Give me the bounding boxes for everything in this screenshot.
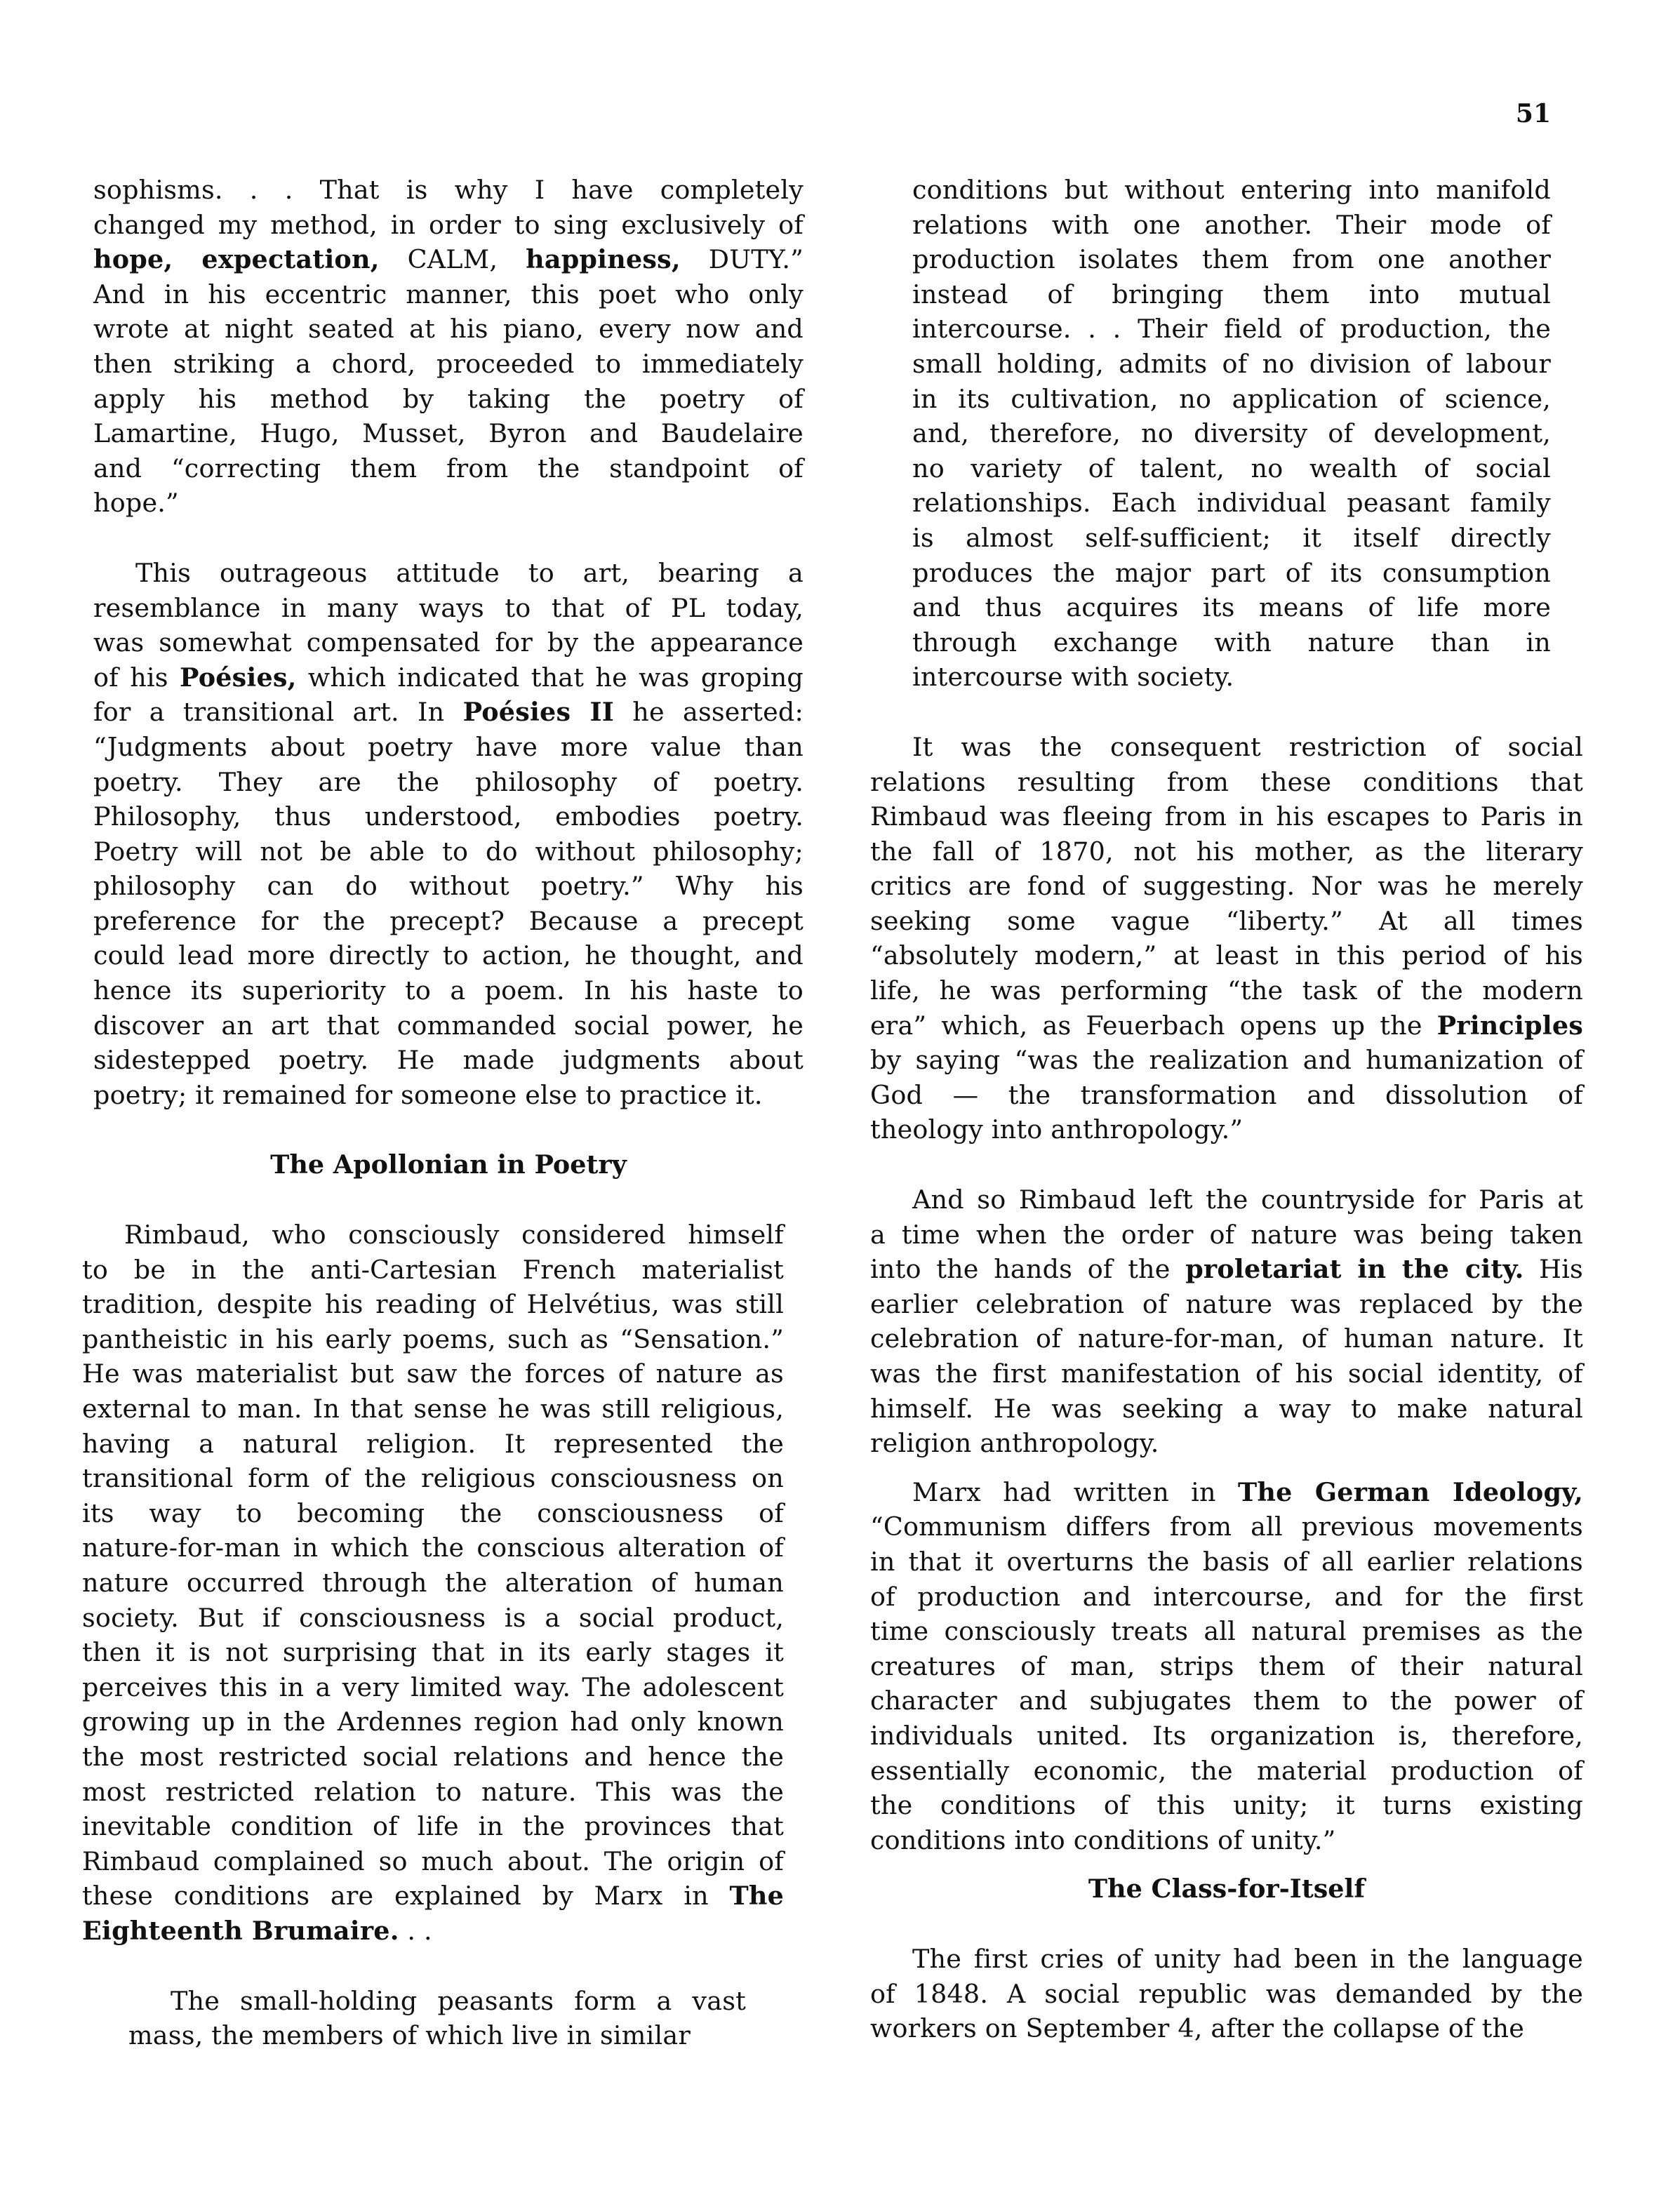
text-line: and “correcting them from the standpoint of [93, 453, 804, 483]
text-line: small holding, admits of no division of labour [912, 348, 1551, 379]
text-line: conditions but without entering into manifold [912, 175, 1551, 205]
text-line: critics are fond of suggesting. Nor was he merely [870, 871, 1583, 902]
text-line: then striking a chord, proceeded to immediately [93, 348, 804, 379]
page-number: 51 [1515, 99, 1551, 128]
paragraph-gap [870, 1461, 1583, 1475]
text-line: God — the transformation and dissolution of [870, 1079, 1583, 1110]
text-line: It was the consequent restriction of social [912, 731, 1583, 762]
text-line: Lamartine, Hugo, Musset, Byron and Baudelaire [93, 418, 804, 449]
text-line: the conditions of this unity; it turns existing [870, 1790, 1583, 1821]
text-line: the most restricted social relations and hence the [82, 1741, 784, 1772]
text-line: pantheistic in his early poems, such as “Sensation.” [82, 1323, 784, 1354]
text-line: character and subjugates them to the power of [870, 1686, 1583, 1716]
text-line: of his Poésies, which indicated that he was groping [93, 662, 804, 693]
text-line: in that it overturns the basis of all earlier relations [870, 1546, 1583, 1577]
text-line: inevitable condition of life in the provinces that [82, 1811, 784, 1842]
text-line: life, he was performing “the task of the modern [870, 975, 1583, 1006]
text-line: wrote at night seated at his piano, every now and [93, 314, 804, 345]
text-line: individuals united. Its organization is, therefore, [870, 1720, 1583, 1751]
text-line: conditions into conditions of unity.” [870, 1824, 1336, 1855]
text-line: himself. He was seeking a way to make natural [870, 1393, 1583, 1424]
text-line: and, therefore, no diversity of development, [912, 418, 1551, 449]
paragraph-gap [870, 1147, 1583, 1182]
text-line: creatures of man, strips them of their natural [870, 1650, 1583, 1681]
text-line: changed my method, in order to sing exclusively of [93, 209, 804, 240]
paragraph [870, 1475, 1583, 1858]
text-line: poetry; it remained for someone else to practice it. [93, 1079, 763, 1110]
text-line: and thus acquires its means of life more [912, 592, 1551, 623]
paragraph-gap [870, 1857, 1583, 1871]
text-line: was the first manifestation of his social identity, of [870, 1359, 1583, 1389]
text-line: “Judgments about poetry have more value than [93, 731, 804, 762]
text-line: This outrageous attitude to art, bearing a [135, 557, 804, 588]
paragraph-gap [93, 1182, 804, 1217]
text-line: intercourse. . . Their field of production, the [912, 314, 1551, 345]
text-line: having a natural religion. It represented the [82, 1428, 784, 1459]
text-line: most restricted relation to nature. This was the [82, 1776, 784, 1807]
paragraph [93, 556, 804, 1113]
right-column [870, 173, 1583, 2046]
text-line: intercourse with society. [912, 662, 1234, 693]
text-line: theology into anthropology.” [870, 1114, 1244, 1145]
text-line: resemblance in many ways to that of PL today, [93, 592, 804, 623]
section-heading: The Apollonian in Poetry [270, 1149, 627, 1180]
text-line: of 1848. A social republic was demanded by the [870, 1978, 1583, 2009]
text-line: its way to becoming the consciousness of [82, 1497, 784, 1528]
text-line: to be in the anti-Cartesian French materialist [82, 1254, 784, 1285]
text-line: for a transitional art. In Poésies II he asserted: [93, 697, 804, 728]
text-line: And so Rimbaud left the countryside for Paris at [912, 1185, 1583, 1215]
text-line: Marx had written in The German Ideology, [912, 1476, 1584, 1507]
text-line: “Communism differs from all previous movements [870, 1512, 1583, 1542]
paragraph [82, 1217, 784, 1948]
text-line: sophisms. . . That is why I have completely [93, 175, 804, 205]
text-line: a time when the order of nature was being taken [870, 1219, 1583, 1250]
text-line: is almost self-sufficient; it itself directly [912, 522, 1551, 553]
text-line: Rimbaud, who consciously considered himself [124, 1220, 784, 1250]
paragraph [870, 1182, 1583, 1461]
text-line: The first cries of unity had been in the language [912, 1943, 1583, 1974]
text-line: And in his eccentric manner, this poet who only [93, 279, 804, 309]
text-line: perceives this in a very limited way. The adolescent [82, 1671, 784, 1702]
text-line: tradition, despite his reading of Helvétius, was still [82, 1289, 784, 1320]
paragraph-gap [870, 1907, 1583, 1942]
left-column [82, 173, 804, 2053]
paragraph-gap [93, 521, 804, 556]
text-line: Rimbaud was fleeing from in his escapes to Paris in [870, 801, 1583, 832]
text-line: could lead more directly to action, he thought, and [93, 940, 804, 971]
text-line: was somewhat compensated for by the appearance [93, 627, 804, 658]
text-line: earlier celebration of nature was replaced by the [870, 1288, 1583, 1319]
text-line: production isolates them from one another [912, 244, 1551, 275]
text-line: The small-holding peasants form a vast [171, 1985, 746, 2016]
text-line: by saying “was the realization and humanization of [870, 1045, 1583, 1076]
text-line: apply his method by taking the poetry of [93, 383, 804, 414]
paragraph-gap [93, 1949, 804, 1984]
section-heading: The Class-for-Itself [1088, 1874, 1366, 1904]
text-line: relationships. Each individual peasant family [912, 488, 1551, 519]
text-line: hope.” [93, 488, 179, 519]
paragraph-gap [93, 1112, 804, 1147]
text-line: relations resulting from these conditions that [870, 766, 1583, 797]
text-line: through exchange with nature than in [912, 627, 1551, 658]
text-line: hope, expectation, CALM, happiness, DUTY.” [93, 244, 804, 275]
text-line: He was materialist but saw the forces of nature as [82, 1359, 784, 1389]
text-line: preference for the precept? Because a precept [93, 905, 804, 936]
text-line: hence its superiority to a poem. In his haste to [93, 975, 804, 1006]
text-line: external to man. In that sense he was still religious, [82, 1394, 784, 1424]
text-line: discover an art that commanded social power, he [93, 1010, 804, 1041]
text-line: instead of bringing them into mutual [912, 279, 1551, 309]
text-line: essentially economic, the material production of [870, 1755, 1583, 1786]
text-line: nature-for-man in which the conscious alteration of [82, 1533, 784, 1563]
text-line: nature occurred through the alteration of human [82, 1567, 784, 1598]
text-line: Eighteenth Brumaire. . . [82, 1915, 432, 1946]
paragraph [870, 730, 1583, 1147]
text-line: era” which, as Feuerbach opens up the Principles [870, 1010, 1583, 1041]
text-line: in its cultivation, no application of science, [912, 383, 1551, 414]
text-line: produces the major part of its consumption [912, 557, 1551, 588]
text-line: celebration of nature-for-man, of human nature. It [870, 1323, 1583, 1354]
text-line: seeking some vague “liberty.” At all times [870, 905, 1583, 936]
text-line: growing up in the Ardennes region had only known [82, 1707, 784, 1737]
text-line: relations with one another. Their mode of [912, 209, 1551, 240]
text-line: sidestepped poetry. He made judgments about [93, 1045, 804, 1076]
text-line: Rimbaud complained so much about. The origin of [82, 1846, 784, 1876]
text-line: philosophy can do without poetry.” Why his [93, 871, 804, 902]
text-line: workers on September 4, after the collapse of the [870, 2013, 1524, 2044]
text-line: “absolutely modern,” at least in this period of his [870, 940, 1583, 971]
text-line: of production and intercourse, and for the first [870, 1581, 1583, 1612]
text-line: no variety of talent, no wealth of social [912, 453, 1551, 483]
text-line: then it is not surprising that in its early stages it [82, 1637, 784, 1668]
text-line: transitional form of the religious consciousness on [82, 1463, 784, 1494]
block-quote [128, 1984, 746, 2053]
text-line: Poetry will not be able to do without philosophy; [93, 836, 804, 867]
text-line: religion anthropology. [870, 1428, 1159, 1459]
text-line: poetry. They are the philosophy of poetry. [93, 766, 804, 797]
text-line: mass, the members of which live in similar [128, 2020, 691, 2051]
text-line: time consciously treats all natural premises as the [870, 1616, 1583, 1647]
paragraph [870, 1942, 1583, 2046]
text-line: the fall of 1870, not his mother, as the literary [870, 836, 1583, 867]
text-line: into the hands of the proletariat in the city. His [870, 1254, 1583, 1285]
text-line: Philosophy, thus understood, embodies poetry. [93, 801, 804, 832]
text-line: society. But if consciousness is a social product, [82, 1602, 784, 1633]
paragraph-gap [870, 695, 1583, 730]
block-quote [912, 173, 1551, 695]
text-line: these conditions are explained by Marx in The [82, 1881, 784, 1911]
paragraph [93, 173, 804, 521]
